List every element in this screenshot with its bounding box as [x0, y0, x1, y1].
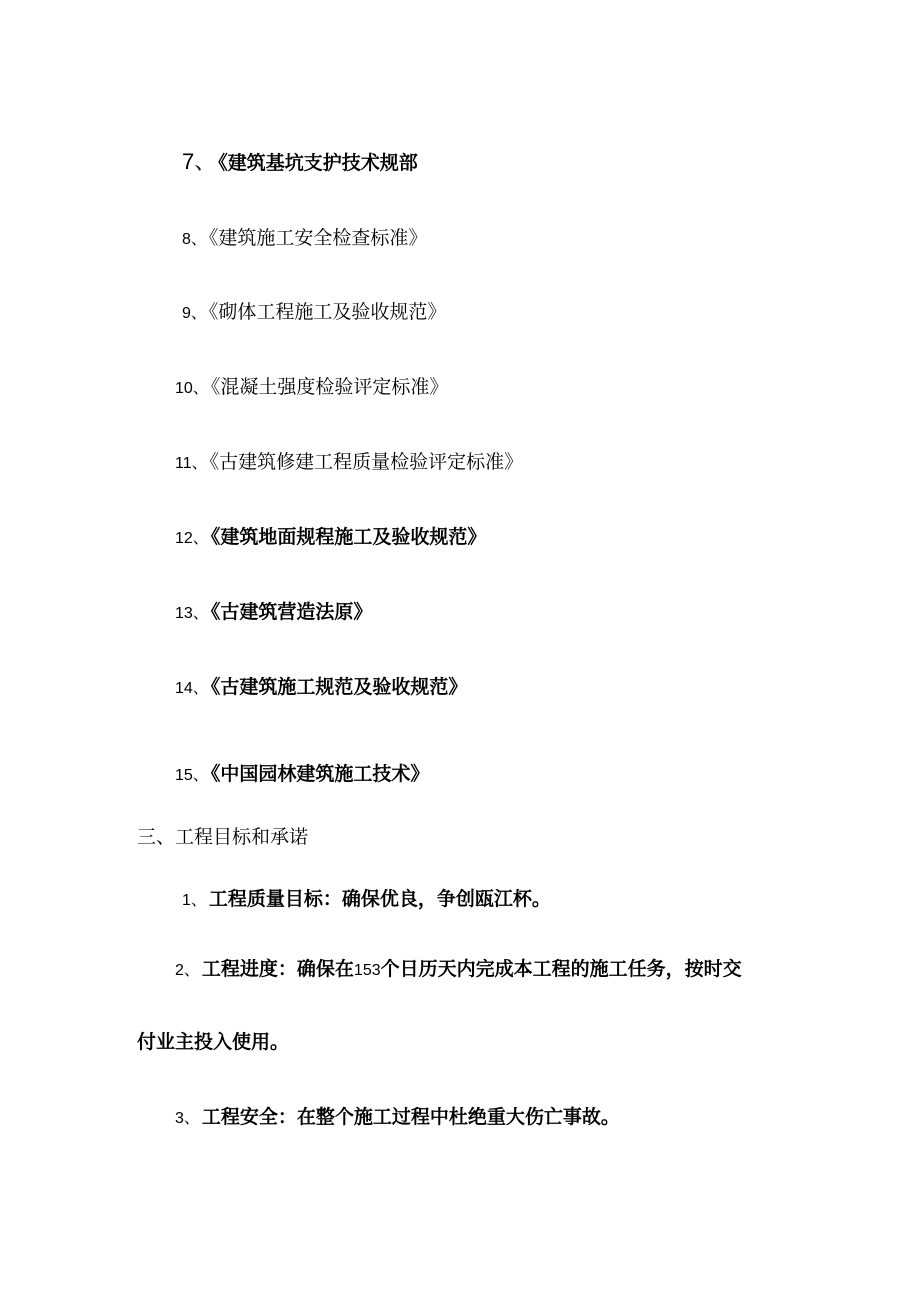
goal-safety — [175, 1105, 620, 1131]
goal-number: 2、 — [175, 962, 200, 979]
reference-item-9 — [182, 300, 446, 326]
goal-days: 153 — [353, 962, 381, 979]
reference-title: 《中国园林建筑施工技术》 — [210, 763, 430, 785]
reference-item-15 — [175, 762, 429, 788]
reference-number: 15、 — [175, 767, 209, 784]
reference-title: 《古建筑营造法原》 — [210, 601, 373, 623]
goal-text: 工程安全：在整个施工过程中杜绝重大伤亡事故。 — [201, 1106, 620, 1128]
reference-title: 《建筑施工安全检查标准》 — [208, 227, 428, 249]
goal-quality — [182, 887, 551, 913]
reference-title: 《建筑基坑支护技术规部 — [218, 152, 418, 174]
reference-item-7 — [182, 150, 418, 175]
reference-number: 12、 — [175, 530, 209, 547]
reference-title: 《砌体工程施工及验收规范》 — [208, 301, 447, 323]
reference-item-11 — [175, 450, 523, 476]
reference-item-12 — [175, 525, 486, 551]
reference-number: 14、 — [175, 680, 209, 697]
reference-title: 《古建筑施工规范及验收规范》 — [210, 676, 468, 698]
reference-item-13 — [175, 600, 372, 626]
reference-item-10 — [175, 375, 448, 401]
reference-number: 7、 — [182, 149, 217, 174]
reference-number: 11、 — [175, 455, 208, 472]
reference-item-14 — [175, 675, 467, 701]
reference-number: 10、 — [175, 380, 209, 397]
reference-title: 《混凝土强度检验评定标准》 — [210, 376, 449, 398]
goal-number: 3、 — [175, 1110, 200, 1127]
reference-title: 《建筑地面规程施工及验收规范》 — [210, 526, 487, 548]
reference-number: 13、 — [175, 605, 209, 622]
reference-number: 9、 — [182, 305, 207, 322]
goal-number: 1、 — [182, 892, 207, 909]
goal-text: 工程质量目标：确保优良，争创瓯江杯。 — [208, 888, 551, 910]
goal-text: 工程进度：确保在 — [201, 958, 354, 980]
reference-number: 8、 — [182, 231, 207, 248]
reference-title: 《古建筑修建工程质量检验评定标准》 — [209, 451, 524, 473]
goal-text-cont: 个日历天内完成本工程的施工任务，按时交 — [380, 958, 742, 980]
reference-item-8 — [182, 226, 427, 252]
goal-schedule — [175, 957, 742, 983]
goal-schedule-continuation: 付业主投入使用。 — [137, 1031, 290, 1053]
section-heading: 三、工程目标和承诺 — [137, 826, 309, 848]
